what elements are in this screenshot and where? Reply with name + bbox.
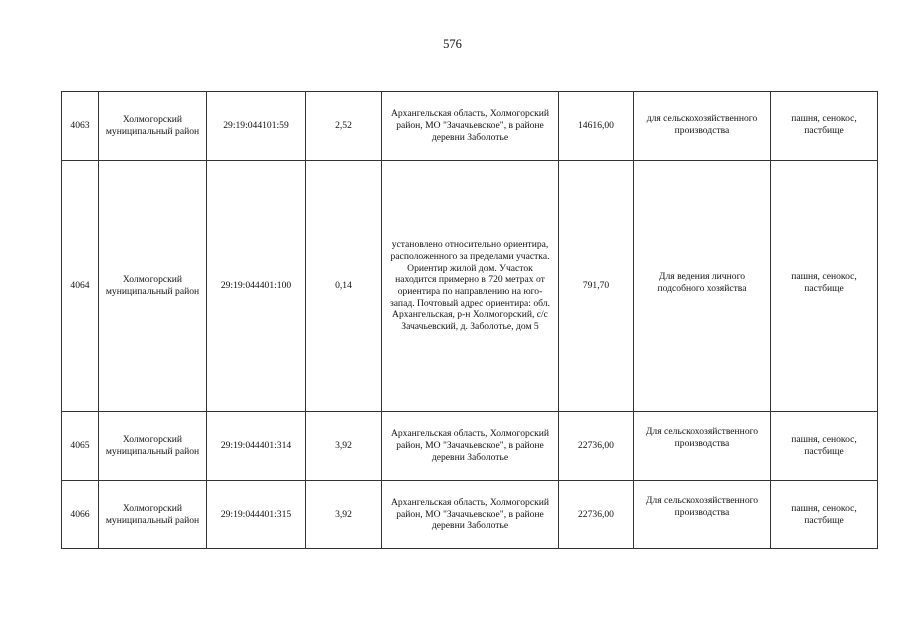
cadastral-number-cell: 29:19:044401:100 [207,161,306,412]
table-row [62,92,878,161]
area-cell: 0,14 [306,161,382,412]
cadastral-number-cell: 29:19:044401:314 [207,412,306,481]
area-cell: 3,92 [306,412,382,481]
district-cell: Холмогорский муниципальный район [99,161,207,412]
row-number: 4063 [62,92,99,161]
land-plots-table [61,91,878,549]
permitted-use-cell [634,161,771,412]
cadastral-value-cell: 22736,00 [559,412,634,481]
table-row [62,161,878,412]
land-type-text: пашня, сенокос, пастбище [791,503,857,526]
land-type-text: пашня, сенокос, пастбище [791,434,857,457]
land-type-cell [771,412,878,481]
cadastral-value-cell: 14616,00 [559,92,634,161]
table-row [62,481,878,549]
row-number: 4064 [62,161,99,412]
page-number: 576 [443,37,462,51]
table-row [62,412,878,481]
cadastral-value-cell: 22736,00 [559,481,634,549]
address-cell: Архангельская область, Холмогорский район, МО "Зачачьевское", в районе деревни Заболотье [382,412,559,481]
permitted-use-cell [634,481,771,549]
cadastral-value-cell: 791,70 [559,161,634,412]
district-cell: Холмогорский муниципальный район [99,481,207,549]
row-number: 4066 [62,481,99,549]
permitted-use-text: Для сельскохозяйственного производства [645,426,759,449]
address-cell: установлено относительно ориентира, расположенного за пределами участка. Ориентир жилой дом. Участок находится примерно в 720 метрах от ориентира по направлению на юго-запад. Почтовый адрес ориентира: обл. Архангельская, р-н Холмогорский, с/с Зачачьевский, д. Заболотье, дом 5 [382,161,559,412]
row-number: 4065 [62,412,99,481]
permitted-use-text: Для сельскохозяйственного производства [645,495,759,518]
land-type-text: пашня, сенокос, пастбище [791,113,857,136]
address-cell: Архангельская область, Холмогорский район, МО "Зачачьевское", в районе деревни Заболотье [382,92,559,161]
permitted-use-cell [634,412,771,481]
cadastral-number-cell: 29:19:044101:59 [207,92,306,161]
permitted-use-cell [634,92,771,161]
area-cell: 3,92 [306,481,382,549]
district-cell: Холмогорский муниципальный район [99,412,207,481]
cadastral-number-cell: 29:19:044401:315 [207,481,306,549]
land-type-cell [771,92,878,161]
land-type-text: пашня, сенокос, пастбище [791,271,857,294]
area-cell: 2,52 [306,92,382,161]
district-cell: Холмогорский муниципальный район [99,92,207,161]
permitted-use-text: для сельскохозяйственного производства [646,113,758,136]
permitted-use-text: Для ведения личного подсобного хозяйства [657,271,747,294]
land-type-cell [771,481,878,549]
address-cell: Архангельская область, Холмогорский район, МО "Зачачьевское", в районе деревни Заболотье [382,481,559,549]
land-type-cell [771,161,878,412]
